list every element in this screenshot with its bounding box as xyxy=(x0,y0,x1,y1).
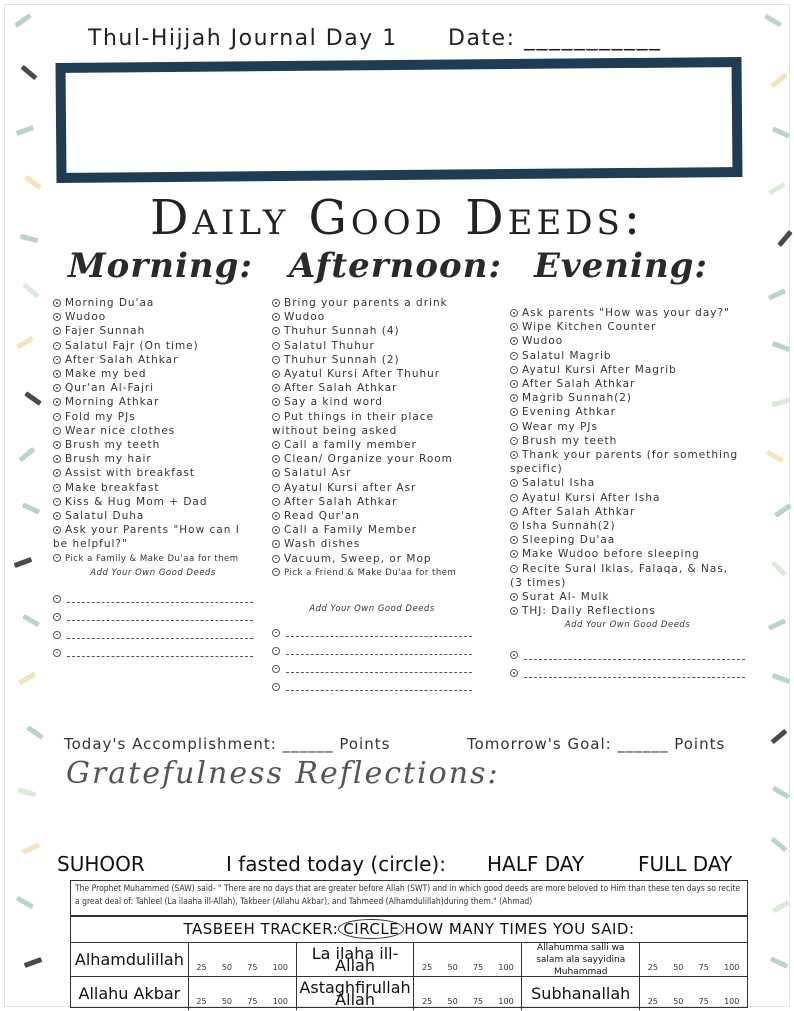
checklist-item[interactable] xyxy=(272,395,472,409)
checklist-item[interactable] xyxy=(53,523,253,551)
checklist-item-label: Sleeping Du'aa xyxy=(522,534,616,547)
count-option[interactable]: 75 xyxy=(698,997,709,1006)
dhikr-name: Allahumma salli wa salam ala sayyidina Muhammad xyxy=(522,943,640,976)
checklist-item-label: Clean/ Organize your Room xyxy=(284,453,453,466)
checkbox-circle-icon[interactable] xyxy=(272,299,280,307)
checklist-item[interactable] xyxy=(510,476,745,490)
checkbox-circle-icon[interactable] xyxy=(510,536,518,544)
full-day-option[interactable]: FULL DAY xyxy=(638,852,733,876)
checklist-item-label: Ayatul Kursi After Isha xyxy=(522,491,661,504)
checklist-item[interactable] xyxy=(53,381,253,395)
count-option[interactable]: 100 xyxy=(272,997,288,1006)
checklist-item[interactable] xyxy=(53,296,253,310)
checklist-item-label: Salatul Thuhur xyxy=(284,339,375,352)
checklist-item[interactable] xyxy=(53,481,253,495)
checklist-item[interactable] xyxy=(510,519,745,533)
checkbox-circle-icon[interactable] xyxy=(510,423,518,431)
checklist-item[interactable] xyxy=(510,334,745,348)
dhikr-name: Alhamdulillah xyxy=(71,943,189,976)
checklist-item-label: Bring your parents a drink xyxy=(284,297,448,309)
checklist-item-label: Ask parents "How was your day?" xyxy=(522,307,730,319)
add-own-deeds-label: Add Your Own Good Deeds xyxy=(564,620,691,631)
checklist-item-label: Salatul Duha xyxy=(65,510,145,523)
checklist-item[interactable] xyxy=(272,523,472,537)
tracker-title xyxy=(71,917,747,943)
checklist-item[interactable] xyxy=(272,481,472,495)
checklist-item-label: Brush my hair xyxy=(65,453,152,466)
checkbox-circle-icon[interactable] xyxy=(53,512,61,520)
count-option[interactable]: 100 xyxy=(724,963,740,972)
count-option[interactable]: 50 xyxy=(447,997,458,1006)
checklist-item-label: Recite Sural Iklas, Falaqa, & Nas, (3 times) xyxy=(510,562,729,589)
checklist-item[interactable] xyxy=(510,306,745,320)
checkbox-circle-icon[interactable] xyxy=(510,593,518,601)
checkbox-circle-icon[interactable] xyxy=(272,370,280,378)
count-option[interactable]: 50 xyxy=(673,963,684,972)
checkbox-circle-icon[interactable] xyxy=(272,455,280,463)
checklist-item-label: Ayatul Kursi after Asr xyxy=(284,481,417,494)
checkbox-circle-icon[interactable] xyxy=(510,337,518,345)
checklist-item-label: Ask your Parents "How can I be helpful?" xyxy=(53,524,240,551)
checklist-item[interactable] xyxy=(510,547,745,561)
hadith-box: The Prophet Muhammed (SAW) said- " There are no days that are greater before Allah (SWT) and in which good deeds are more beloved to Him than these ten days so recite a great deal of: Tahleel (La ilaaha ill-Allah), Takbeer (Allahu Akbar), and Tahmeed (Alhamdulillah)during them." (Ahmad) xyxy=(70,880,748,916)
count-option[interactable]: 25 xyxy=(647,963,658,972)
checklist-item[interactable] xyxy=(272,410,472,438)
afternoon-heading: Afternoon: xyxy=(289,246,503,286)
checklist-item[interactable] xyxy=(272,324,472,338)
write-in-line[interactable] xyxy=(272,646,472,655)
blank-underline[interactable] xyxy=(286,646,472,655)
checkbox-circle-icon[interactable] xyxy=(53,554,61,562)
checkbox-circle-icon[interactable] xyxy=(53,649,61,657)
checklist-item-label: Salatul Isha xyxy=(522,477,596,490)
checklist-item[interactable] xyxy=(272,452,472,466)
checklist-item-label: Morning Athkar xyxy=(65,396,160,409)
checklist-item[interactable] xyxy=(272,296,472,310)
checklist-item-label: Ayatul Kursi After Thuhur xyxy=(284,368,441,381)
checklist-item[interactable] xyxy=(53,367,253,381)
checkbox-circle-icon[interactable] xyxy=(510,394,518,402)
checklist-item-label: Assist with breakfast xyxy=(65,467,196,480)
accomplishment-points[interactable]: Today's Accomplishment: ______ Points xyxy=(64,735,391,753)
checklist-item-label: Pick a Family & Make Du'aa for them xyxy=(65,553,239,564)
count-option[interactable]: 25 xyxy=(422,963,433,972)
checklist-item-label: Make my bed xyxy=(65,368,147,381)
checklist-item[interactable] xyxy=(272,566,472,580)
checklist-item[interactable] xyxy=(53,339,253,353)
blank-underline[interactable] xyxy=(524,669,745,678)
write-in-line[interactable] xyxy=(53,594,253,603)
checklist-item[interactable] xyxy=(53,438,253,452)
count-option[interactable]: 75 xyxy=(247,963,258,972)
checklist-item-label: After Salah Athkar xyxy=(65,353,179,366)
checklist-item-label: After Salah Athkar xyxy=(522,378,636,391)
checklist-item-label: Call a Family Member xyxy=(284,524,418,537)
count-option[interactable]: 50 xyxy=(221,963,233,972)
checkbox-circle-icon[interactable] xyxy=(53,498,61,506)
checklist-item-label: Ayatul Kursi After Magrib xyxy=(522,363,677,376)
checkbox-circle-icon[interactable] xyxy=(510,494,518,502)
checklist-item[interactable] xyxy=(510,363,745,377)
write-in-line[interactable] xyxy=(53,648,253,657)
checkbox-circle-icon[interactable] xyxy=(510,451,518,459)
blank-underline[interactable] xyxy=(286,682,472,691)
checkbox-circle-icon[interactable] xyxy=(53,484,61,492)
checklist-item[interactable] xyxy=(510,448,745,476)
checkbox-circle-icon[interactable] xyxy=(53,384,61,392)
checklist-item-label: Pick a Friend & Make Du'aa for them xyxy=(284,567,457,578)
checklist-item-label: Wudoo xyxy=(284,311,326,324)
checklist-item[interactable] xyxy=(272,495,472,509)
blank-underline[interactable] xyxy=(67,594,253,603)
count-option[interactable]: 75 xyxy=(472,997,484,1006)
gratefulness-heading: Gratefulness Reflections: xyxy=(66,756,500,791)
checklist-item[interactable] xyxy=(510,391,745,405)
checklist-item[interactable] xyxy=(272,537,472,551)
checkbox-circle-icon[interactable] xyxy=(510,380,518,388)
checklist-item-label: Vacuum, Sweep, or Mop xyxy=(284,552,432,565)
count-option[interactable]: 75 xyxy=(247,997,258,1006)
checkbox-circle-icon[interactable] xyxy=(272,469,280,477)
checklist-item[interactable] xyxy=(272,438,472,452)
checkbox-circle-icon[interactable] xyxy=(272,683,280,691)
checkbox-circle-icon[interactable] xyxy=(272,313,280,321)
checkbox-circle-icon[interactable] xyxy=(53,370,61,378)
checklist-item-label: Make breakfast xyxy=(65,481,160,494)
checklist-item-label: After Salah Athkar xyxy=(284,495,398,508)
blank-underline[interactable] xyxy=(67,630,253,639)
write-in-line[interactable] xyxy=(53,630,253,639)
add-own-deeds-label: Add Your Own Good Deeds xyxy=(90,567,216,578)
checklist-item[interactable] xyxy=(53,395,253,409)
checklist-item-label: Brush my teeth xyxy=(522,434,618,447)
checkbox-circle-icon[interactable] xyxy=(53,327,61,335)
checkbox-circle-icon[interactable] xyxy=(272,384,280,392)
checkbox-circle-icon[interactable] xyxy=(53,526,61,534)
checklist-item[interactable] xyxy=(510,505,745,519)
checklist-item[interactable] xyxy=(272,367,472,381)
count-options xyxy=(189,943,297,976)
evening-column xyxy=(510,306,745,678)
checkbox-circle-icon[interactable] xyxy=(53,427,61,435)
checkbox-circle-icon[interactable] xyxy=(510,607,518,615)
checklist-item-label: Salatul Fajr (On time) xyxy=(65,339,199,352)
checkbox-circle-icon[interactable] xyxy=(53,413,61,421)
checkbox-circle-icon[interactable] xyxy=(272,568,280,576)
checklist-item-label: Call a family member xyxy=(284,439,417,452)
dhikr-name: La ilaha ill-Allah xyxy=(297,943,415,976)
checklist-item-label: Read Qur'an xyxy=(284,510,360,523)
checklist-item[interactable] xyxy=(53,310,253,324)
checklist-item[interactable] xyxy=(272,339,472,353)
count-option[interactable]: 25 xyxy=(422,997,433,1006)
checklist-item[interactable] xyxy=(53,552,253,566)
checkbox-circle-icon[interactable] xyxy=(510,408,518,416)
count-options xyxy=(189,977,297,1010)
count-option[interactable]: 75 xyxy=(472,963,484,972)
checklist-item-label: Wear nice clothes xyxy=(65,424,176,437)
checklist-item-label: Surat Al- Mulk xyxy=(522,591,610,604)
checklist-item-label: Make Wudoo before sleeping xyxy=(522,548,700,561)
count-option[interactable]: 25 xyxy=(196,997,207,1006)
afternoon-column xyxy=(272,296,472,691)
checklist-item[interactable] xyxy=(510,320,745,334)
checklist-item[interactable] xyxy=(53,324,253,338)
checkbox-circle-icon[interactable] xyxy=(272,540,280,548)
write-in-line[interactable] xyxy=(272,664,472,673)
count-option[interactable]: 100 xyxy=(724,997,740,1006)
checklist-item[interactable] xyxy=(272,310,472,324)
count-options xyxy=(640,977,747,1010)
checkbox-circle-icon[interactable] xyxy=(53,441,61,449)
tracker-row xyxy=(71,977,747,1010)
checklist-item[interactable] xyxy=(510,533,745,547)
checklist-item-label: Wear my PJs xyxy=(522,420,598,433)
fasted-label: I fasted today (circle): xyxy=(226,852,446,876)
section-title: Daily Good Deeds: xyxy=(149,190,645,246)
checklist-item[interactable] xyxy=(510,604,745,618)
checkbox-circle-icon[interactable] xyxy=(272,665,280,673)
checklist-item[interactable] xyxy=(510,491,745,505)
checklist-item-label: Qur'an Al-Fajri xyxy=(65,382,155,395)
checkbox-circle-icon[interactable] xyxy=(53,469,61,477)
count-option[interactable]: 50 xyxy=(447,963,458,972)
checklist-item[interactable] xyxy=(510,590,745,604)
date-field[interactable]: Date: ___________ xyxy=(448,26,662,51)
blank-underline[interactable] xyxy=(286,628,472,637)
checklist-item[interactable] xyxy=(53,452,253,466)
checkbox-circle-icon[interactable] xyxy=(510,669,518,677)
checkbox-circle-icon[interactable] xyxy=(510,437,518,445)
checklist-item[interactable] xyxy=(272,552,472,566)
checkbox-circle-icon[interactable] xyxy=(53,299,61,307)
checkbox-circle-icon[interactable] xyxy=(53,313,61,321)
count-options xyxy=(640,943,747,976)
checklist-item[interactable] xyxy=(53,353,253,367)
dhikr-name: Allahu Akbar xyxy=(71,977,189,1010)
checkbox-circle-icon[interactable] xyxy=(272,512,280,520)
dhikr-name: Subhanallah xyxy=(522,977,640,1010)
checkbox-circle-icon[interactable] xyxy=(510,352,518,360)
checkbox-circle-icon[interactable] xyxy=(510,522,518,530)
checkbox-circle-icon[interactable] xyxy=(53,455,61,463)
checklist-item-label: Wipe Kitchen Counter xyxy=(522,321,657,334)
checkbox-circle-icon[interactable] xyxy=(510,323,518,331)
checkbox-circle-icon[interactable] xyxy=(272,342,280,350)
checklist-item-label: Isha Sunnah(2) xyxy=(522,520,616,533)
blank-underline[interactable] xyxy=(286,664,472,673)
checklist-item-label: After Salah Athkar xyxy=(284,382,398,395)
checkbox-circle-icon[interactable] xyxy=(53,631,61,639)
count-option[interactable]: 75 xyxy=(698,963,709,972)
checklist-item-label: Kiss & Hug Mom + Dad xyxy=(65,495,208,508)
write-in-line[interactable] xyxy=(272,682,472,691)
tracker-row xyxy=(71,943,747,977)
checklist-item-label: Thuhur Sunnah (4) xyxy=(284,325,400,338)
checklist-item[interactable] xyxy=(53,424,253,438)
add-own-deeds-label: Add Your Own Good Deeds xyxy=(309,604,435,615)
checklist-item-label: Salatul Magrib xyxy=(522,349,612,362)
checklist-item-label: Wudoo xyxy=(522,335,564,348)
checkbox-circle-icon[interactable] xyxy=(510,479,518,487)
checklist-item-label: Thank your parents (for something specific) xyxy=(510,449,739,476)
checkbox-circle-icon[interactable] xyxy=(510,508,518,516)
checklist-item[interactable] xyxy=(272,466,472,480)
checkbox-circle-icon[interactable] xyxy=(272,413,280,421)
count-option[interactable]: 100 xyxy=(498,997,514,1006)
checklist-item-label: Fajer Sunnah xyxy=(65,325,146,338)
checklist-item[interactable] xyxy=(272,381,472,395)
checkbox-circle-icon[interactable] xyxy=(510,651,518,659)
checklist-item[interactable] xyxy=(53,509,253,523)
checklist-item-label: Evening Athkar xyxy=(522,406,616,419)
checklist-item[interactable] xyxy=(510,562,745,590)
blank-underline[interactable] xyxy=(67,612,253,621)
evening-heading: Evening: xyxy=(534,246,708,286)
count-option[interactable]: 50 xyxy=(221,997,233,1006)
count-option[interactable]: 25 xyxy=(196,963,207,972)
checkbox-circle-icon[interactable] xyxy=(510,309,518,317)
checklist-item-label: After Salah Athkar xyxy=(522,505,636,518)
count-option[interactable]: 25 xyxy=(647,997,658,1006)
checklist-item-label: Say a kind word xyxy=(284,396,383,409)
count-option[interactable]: 100 xyxy=(272,963,288,972)
checklist-item[interactable] xyxy=(510,377,745,391)
write-in-line[interactable] xyxy=(272,628,472,637)
checklist-item[interactable] xyxy=(272,509,472,523)
checklist-item[interactable] xyxy=(272,353,472,367)
checkbox-circle-icon[interactable] xyxy=(53,398,61,406)
checkbox-circle-icon[interactable] xyxy=(272,647,280,655)
count-options xyxy=(414,943,522,976)
checklist-item[interactable] xyxy=(53,410,253,424)
checklist-item-label: Morning Du'aa xyxy=(65,297,155,309)
checklist-item-label: Wash dishes xyxy=(284,538,361,551)
tracker-title-end: HOW MANY TIMES YOU SAID: xyxy=(404,920,635,938)
checkbox-circle-icon[interactable] xyxy=(272,629,280,637)
write-in-line[interactable] xyxy=(510,651,745,660)
dhikr-name: Astaghfirullah Allah xyxy=(297,977,415,1010)
suhoor-option[interactable]: SUHOOR xyxy=(57,852,145,876)
checkbox-circle-icon[interactable] xyxy=(510,565,518,573)
tasbeeh-tracker xyxy=(70,916,748,1008)
checkbox-circle-icon[interactable] xyxy=(272,356,280,364)
checkbox-circle-icon[interactable] xyxy=(53,613,61,621)
checkbox-circle-icon[interactable] xyxy=(272,484,280,492)
count-option[interactable]: 100 xyxy=(498,963,514,972)
checkbox-circle-icon[interactable] xyxy=(510,366,518,374)
half-day-option[interactable]: HALF DAY xyxy=(487,852,585,876)
tracker-title-start: TASBEEH TRACKER: xyxy=(183,920,339,938)
checkbox-circle-icon[interactable] xyxy=(53,342,61,350)
checkbox-circle-icon[interactable] xyxy=(510,550,518,558)
checklist-item-label: Put things in their place without being asked xyxy=(272,410,435,437)
blank-underline[interactable] xyxy=(524,651,745,660)
morning-heading: Morning: xyxy=(68,246,253,286)
checklist-item-label: Brush my teeth xyxy=(65,439,161,452)
checkbox-circle-icon[interactable] xyxy=(53,356,61,364)
checklist-item[interactable] xyxy=(53,495,253,509)
checklist-item[interactable] xyxy=(510,405,745,419)
checkbox-circle-icon[interactable] xyxy=(53,595,61,603)
checkbox-circle-icon[interactable] xyxy=(272,398,280,406)
count-options xyxy=(414,977,522,1010)
checkbox-circle-icon[interactable] xyxy=(272,555,280,563)
checklist-item-label: Wudoo xyxy=(65,311,107,324)
checklist-item[interactable] xyxy=(510,349,745,363)
checklist-item-label: THJ: Daily Reflections xyxy=(522,605,656,618)
checkbox-circle-icon[interactable] xyxy=(272,441,280,449)
write-in-line[interactable] xyxy=(53,612,253,621)
write-in-line[interactable] xyxy=(510,669,745,678)
checkbox-circle-icon[interactable] xyxy=(272,526,280,534)
checklist-item-label: Salatul Asr xyxy=(284,467,352,480)
blank-underline[interactable] xyxy=(67,648,253,657)
checklist-item-label: Thuhur Sunnah (2) xyxy=(284,353,400,366)
goal-points[interactable]: Tomorrow's Goal: ______ Points xyxy=(467,735,726,753)
journal-title: Thul-Hijjah Journal Day 1 xyxy=(88,26,398,51)
checklist-item[interactable] xyxy=(53,466,253,480)
tracker-rows xyxy=(71,943,747,1010)
count-option[interactable]: 50 xyxy=(673,997,684,1006)
tracker-circle-word: CIRCLE xyxy=(338,919,404,939)
morning-column xyxy=(53,296,253,657)
checklist-item[interactable] xyxy=(510,420,745,434)
checkbox-circle-icon[interactable] xyxy=(272,498,280,506)
header-frame xyxy=(55,57,742,183)
checklist-item[interactable] xyxy=(510,434,745,448)
checkbox-circle-icon[interactable] xyxy=(272,327,280,335)
checklist-item-label: Fold my PJs xyxy=(65,410,136,423)
checklist-item-label: Magrib Sunnah(2) xyxy=(522,392,632,405)
